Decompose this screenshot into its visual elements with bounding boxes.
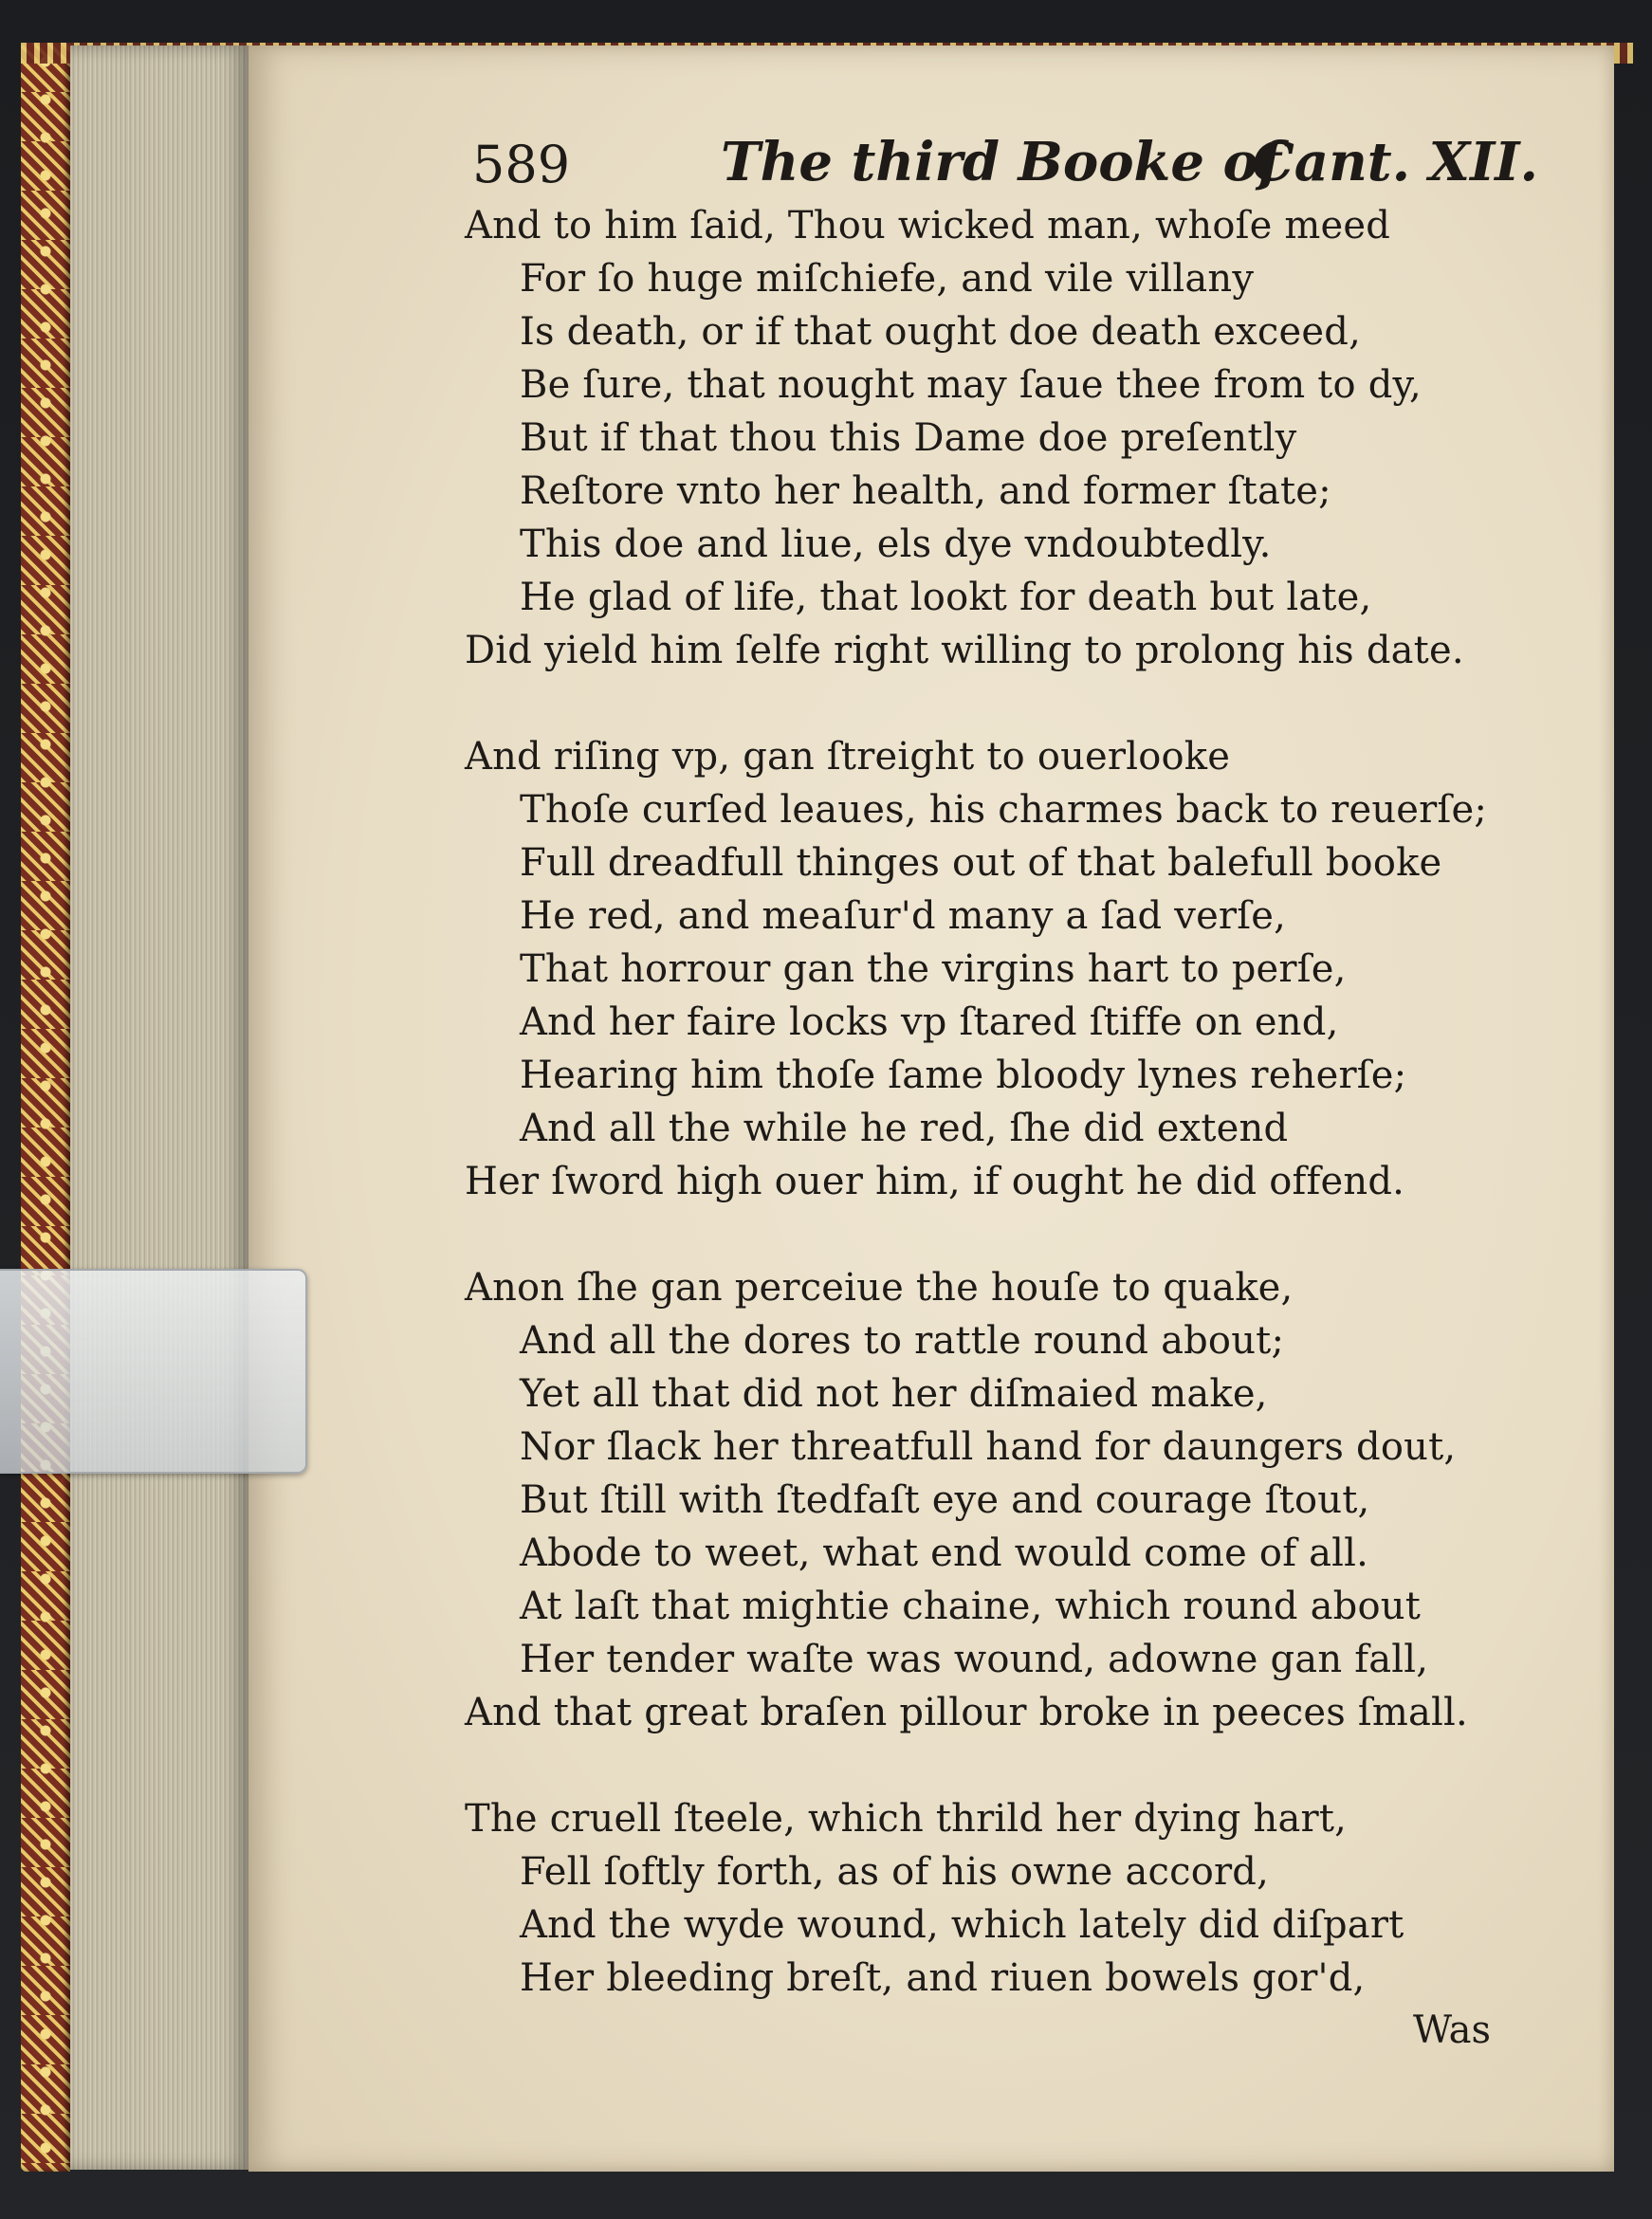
verse-line: Thoſe curſed leaues, his charmes back to reuerſe; <box>520 788 1488 832</box>
page-stack-edge <box>70 46 250 2170</box>
verse-line: Fell ſoftly forth, as of his owne accord, <box>520 1850 1270 1894</box>
verse-line: Be ſure, that nought may ſaue thee from to dy, <box>520 363 1422 407</box>
verse-line: Did yield him ſelfe right willing to prolong his date. <box>465 629 1464 672</box>
verse-line: Full dreadfull thinges out of that balefull booke <box>520 841 1442 885</box>
page-header <box>465 114 1538 199</box>
canto-label: Cant. XII. <box>1252 131 1538 193</box>
catchword: Was <box>1413 2008 1492 2052</box>
page-weight-clip <box>0 1269 307 1474</box>
verse-line: And her faire locks vp ſtared ſtiffe on end, <box>520 1000 1339 1044</box>
verse-line: Reſtore vnto her health, and former ſtate; <box>520 469 1331 513</box>
verse-line: And to him ſaid, Thou wicked man, whoſe meed <box>465 204 1391 248</box>
verse-line: And the wyde wound, which lately did diſpart <box>520 1903 1404 1947</box>
verse-line: For ſo huge miſchiefe, and vile villany <box>520 257 1255 301</box>
page-number: 589 <box>472 135 571 194</box>
verse-line: Her ſword high ouer him, if ought he did offend. <box>465 1160 1405 1203</box>
verse-line: At laſt that mightie chaine, which round about <box>520 1585 1421 1628</box>
running-title: The third Booke of <box>721 131 1281 193</box>
stanza-2 <box>465 730 1517 1208</box>
verse-line: Her tender waſte was wound, adowne gan fall, <box>520 1638 1429 1681</box>
verse-line: And all the while he red, ſhe did extend <box>520 1107 1289 1150</box>
verse-line: That horrour gan the virgins hart to perſe, <box>520 947 1347 991</box>
verse-line: The cruell ſteele, which thrild her dying hart, <box>465 1797 1348 1841</box>
verse-line: Hearing him thoſe ſame bloody lynes reherſe; <box>520 1054 1407 1097</box>
verse-line: And all the dores to rattle round about; <box>520 1319 1285 1363</box>
verse-line: But if that thou this Dame doe preſently <box>520 416 1297 460</box>
stanza-3 <box>465 1261 1517 1739</box>
verse-line: And that great braſen pillour broke in peeces ſmall. <box>465 1691 1468 1734</box>
verse-line: He glad of life, that lookt for death but late, <box>520 576 1372 619</box>
stanza-4 <box>465 1792 1517 2005</box>
verse-line: Yet all that did not her diſmaied make, <box>520 1372 1268 1416</box>
verse-line: This doe and liue, els dye vndoubtedly. <box>520 523 1272 566</box>
verse-line: Is death, or if that ought doe death exceed, <box>520 310 1361 354</box>
verse-line: Her bleeding breſt, and riuen bowels gor'd, <box>520 1956 1366 2000</box>
gilt-book-edge <box>21 43 70 2172</box>
verse-line: Abode to weet, what end would come of all. <box>520 1531 1369 1575</box>
verse-line: Anon ſhe gan perceiue the houſe to quake, <box>465 1266 1294 1310</box>
verse-line: Nor ſlack her threatfull hand for daungers dout, <box>520 1425 1457 1469</box>
stanza-1 <box>465 199 1517 677</box>
page-text <box>465 114 1538 2005</box>
verse-line: He red, and meaſur'd many a ſad verſe, <box>520 894 1287 938</box>
verse-line: But ſtill with ſtedfaſt eye and courage ſtout, <box>520 1478 1370 1522</box>
verse-line: And riſing vp, gan ſtreight to ouerlooke <box>465 735 1231 779</box>
